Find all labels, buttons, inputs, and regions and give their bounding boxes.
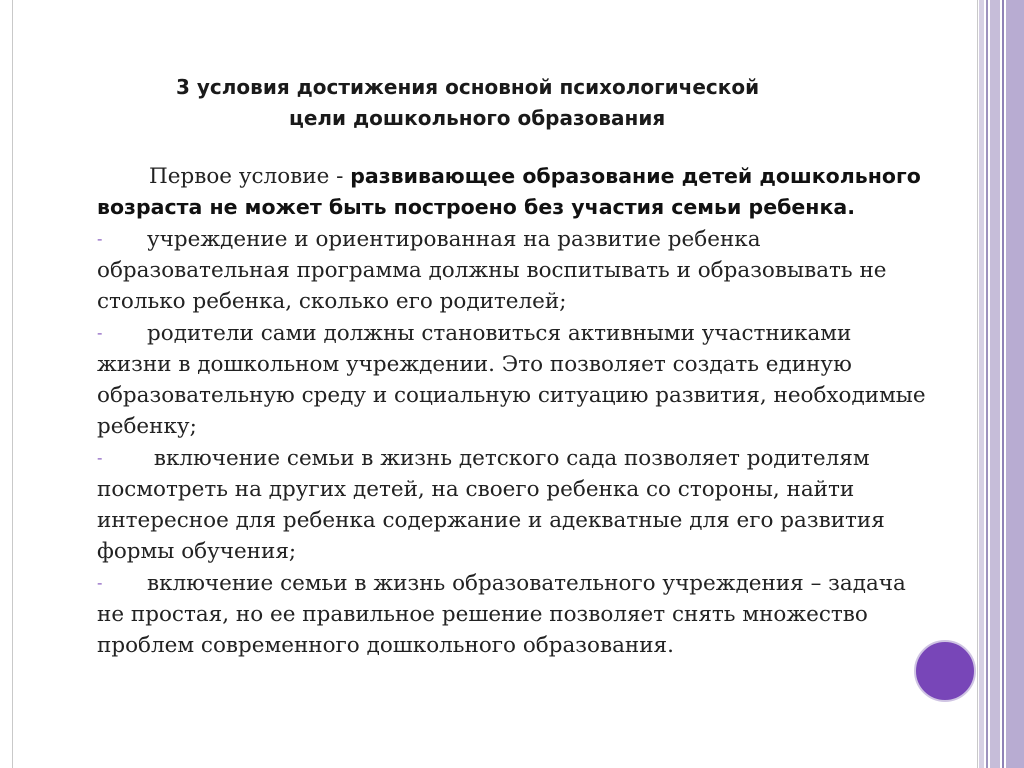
slide-title xyxy=(100,72,970,134)
bullet-dash: - xyxy=(97,323,103,342)
title-line-2: цели дошкольного образования xyxy=(289,106,666,130)
list-item-text: включение семьи в жизнь образовательного учреждения – задача не простая, но ее правильное решение позволяет снять множество проблем современного дошкольного образования. xyxy=(97,571,906,658)
intro-lead: Первое условие - xyxy=(149,164,351,189)
intro-paragraph xyxy=(97,161,927,223)
bullet-dash: - xyxy=(97,448,103,467)
accent-circle xyxy=(914,640,976,702)
list-item xyxy=(97,317,927,442)
list-item xyxy=(97,442,927,567)
list-item-text: включение семьи в жизнь детского сада позволяет родителям посмотреть на других детей, на своего ребенка со стороны, найти интересное для ребенка содержание и адекватные для его развития формы обучения; xyxy=(97,446,885,564)
intro-bold: развивающее образование детей дошкольного возраста не может быть построено без участия семьи ребенка. xyxy=(97,164,921,219)
decor-stripe xyxy=(1002,0,1004,768)
title-line-1: 3 условия достижения основной психологической xyxy=(176,75,760,99)
decor-stripe xyxy=(986,0,988,768)
list-item xyxy=(97,567,927,661)
bullet-dash: - xyxy=(97,229,103,248)
decor-stripe xyxy=(990,0,1000,768)
slide-body xyxy=(97,161,927,661)
decor-stripe xyxy=(1006,0,1024,768)
bullet-dash: - xyxy=(97,573,103,592)
list-item-text: учреждение и ориентированная на развитие ребенка образовательная программа должны воспитывать и образовывать не столько ребенка, сколько его родителей; xyxy=(97,227,887,314)
list-item-text: родители сами должны становиться активными участниками жизни в дошкольном учреждении. Это позволяет создать единую образовательную среду и социальную ситуацию развития, необходимые ребенку; xyxy=(97,321,926,439)
decor-stripe xyxy=(979,0,984,768)
list-item xyxy=(97,223,927,317)
